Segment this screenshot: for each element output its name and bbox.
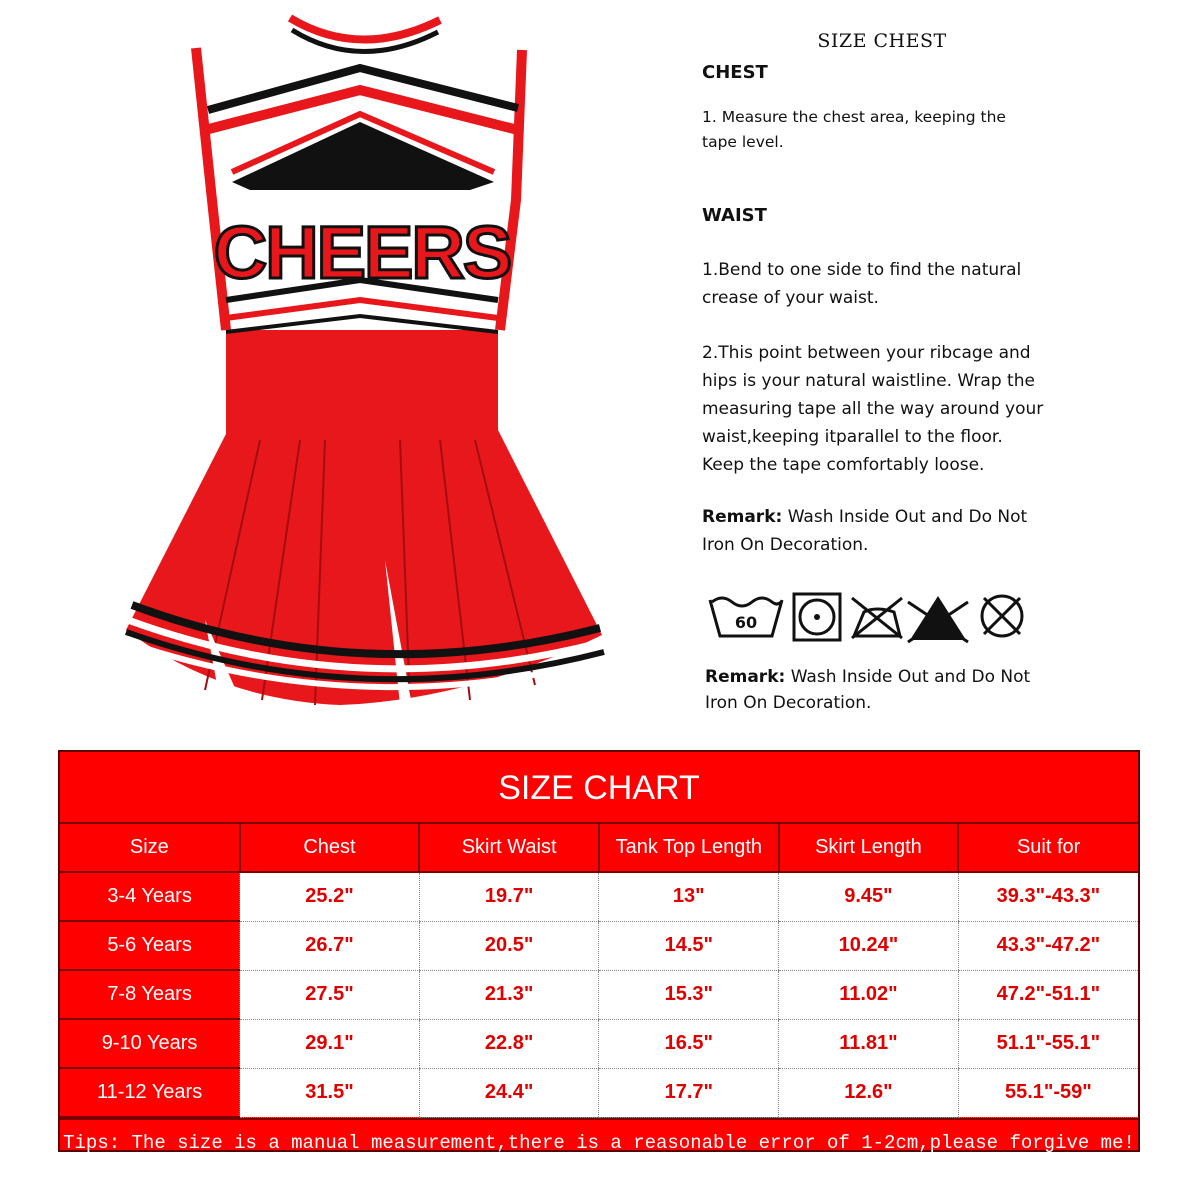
skirt-waist-cell: 24.4" [419,1068,599,1117]
waist-step-2: 2.This point between your ribcage and hips is your natural waistline. Wrap the measuring tape all the way around your waist,keeping itparallel to the floor. Keep the tape comfortably loose. [702,342,1044,475]
header-row [60,824,1138,872]
skirt-waist-cell: 19.7" [419,872,599,921]
suit-for-cell: 51.1"-55.1" [958,1019,1138,1068]
measurement-guide [702,30,1102,559]
size-chest-title: SIZE CHEST [817,30,947,52]
chest-cell: 26.7" [240,921,420,970]
remark-2 [705,664,1065,717]
tumble-dry-icon [792,592,842,642]
cheers-logo-text: CHEERS [213,211,511,294]
skirt-waist-cell: 20.5" [419,921,599,970]
skirt-length-cell: 11.02" [779,970,959,1019]
cheerleader-dress-image [100,0,640,730]
tank-top-length-cell: 16.5" [599,1019,779,1068]
size-cell: 11-12 Years [60,1068,240,1117]
suit-for-cell: 39.3"-43.3" [958,872,1138,921]
size-chart-title: SIZE CHART [60,752,1138,824]
suit-for-cell: 55.1"-59" [958,1068,1138,1117]
header-suit-for: Suit for [958,824,1138,872]
table-row [60,1068,1138,1117]
skirt-waist-cell: 21.3" [419,970,599,1019]
no-iron-icon [848,592,906,642]
chest-cell: 29.1" [240,1019,420,1068]
waist-heading: WAIST [702,204,767,226]
size-table [60,824,1138,1118]
waist-step-1: 1.Bend to one side to find the natural crease of your waist. [702,259,1022,308]
table-row [60,970,1138,1019]
skirt-length-cell: 9.45" [779,872,959,921]
chest-cell: 27.5" [240,970,420,1019]
size-tips: Tips: The size is a manual measurement,there is a reasonable error of 1-2cm,please forgive me! [60,1118,1138,1165]
tank-top-length-cell: 17.7" [599,1068,779,1117]
header-size: Size [60,824,240,872]
remark-1-label: Remark: [702,506,783,527]
no-bleach-icon [906,592,970,644]
wash-temp-label: 60 [734,613,758,632]
header-tank-top-length: Tank Top Length [599,824,779,872]
table-row [60,872,1138,921]
size-cell: 7-8 Years [60,970,240,1019]
chest-instruction: 1. Measure the chest area, keeping the tape level. [702,108,1006,151]
tank-top-length-cell: 14.5" [599,921,779,970]
skirt-length-cell: 12.6" [779,1068,959,1117]
chest-cell: 25.2" [240,872,420,921]
header-skirt-length: Skirt Length [779,824,959,872]
suit-for-cell: 47.2"-51.1" [958,970,1138,1019]
remark-2-text: Wash Inside Out and Do Not Iron On Decoration. [705,667,1031,714]
suit-for-cell: 43.3"-47.2" [958,921,1138,970]
size-chart [58,750,1140,1152]
header-chest: Chest [240,824,420,872]
wash-60-icon [708,592,784,638]
tank-top-length-cell: 13" [599,872,779,921]
skirt-waist-cell: 22.8" [419,1019,599,1068]
care-icons [708,592,1028,644]
chest-heading: CHEST [702,62,768,83]
size-cell: 9-10 Years [60,1019,240,1068]
table-row [60,1019,1138,1068]
table-row [60,921,1138,970]
remark-1 [702,503,1047,559]
tank-top-length-cell: 15.3" [599,970,779,1019]
size-cell: 5-6 Years [60,921,240,970]
skirt-length-cell: 11.81" [779,1019,959,1068]
skirt-length-cell: 10.24" [779,921,959,970]
do-not-dry-clean-icon [978,592,1026,640]
size-cell: 3-4 Years [60,872,240,921]
remark-2-label: Remark: [705,667,786,687]
header-skirt-waist: Skirt Waist [419,824,599,872]
chest-cell: 31.5" [240,1068,420,1117]
remark-1-text: Wash Inside Out and Do Not Iron On Decoration. [702,506,1028,555]
